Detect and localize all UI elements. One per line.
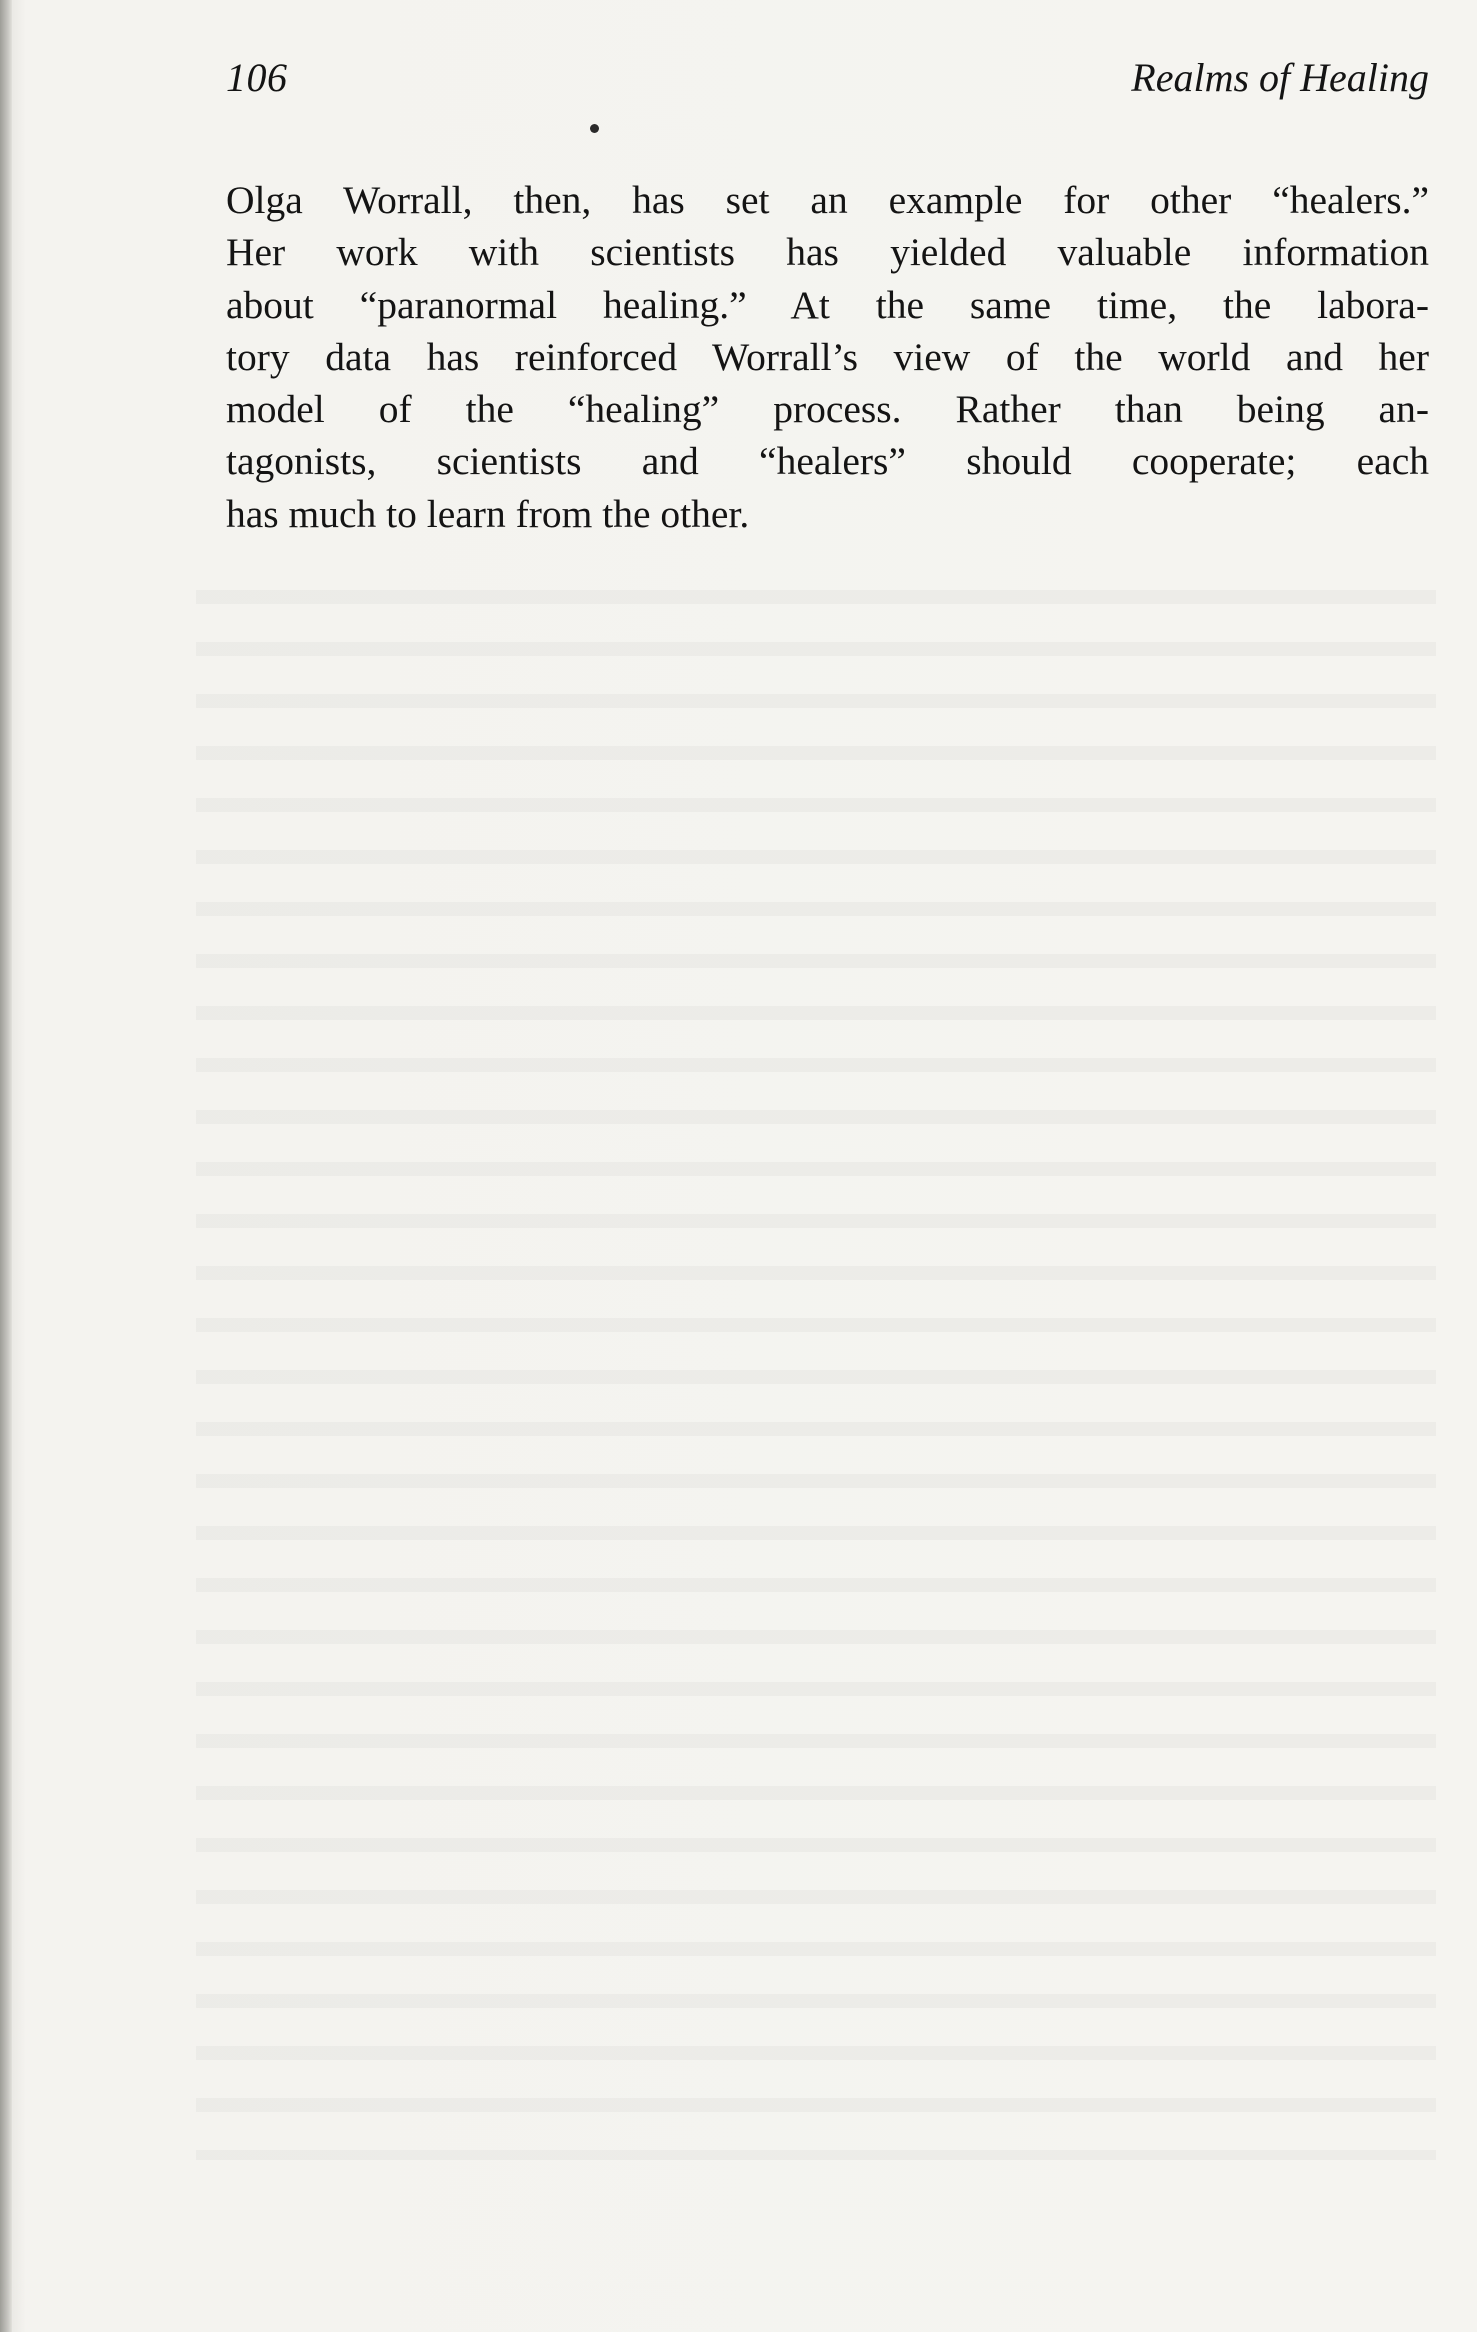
book-spine-shadow: [0, 0, 12, 2332]
paragraph-line: tagonists, scientists and “healers” should cooperate; each: [226, 439, 1429, 484]
running-head-title: Realms of Healing: [1131, 55, 1429, 100]
paragraph-line: Her work with scientists has yielded valuable information: [226, 230, 1429, 275]
paragraph-line: tory data has reinforced Worrall’s view of the world and her: [226, 334, 1429, 379]
paragraph-line: model of the “healing” process. Rather than being an-: [226, 387, 1429, 432]
ink-speck: [590, 124, 599, 133]
paragraph-line: has much to learn from the other.: [226, 491, 750, 536]
page-number: 106: [226, 55, 288, 100]
body-paragraph: [226, 174, 1429, 540]
page-header: [226, 48, 1429, 108]
reverse-side-bleed-through: [196, 560, 1436, 2160]
paragraph-line: about “paranormal healing.” At the same time, the labora-: [226, 282, 1429, 327]
paragraph-line: Olga Worrall, then, has set an example for other “healers.”: [226, 178, 1429, 222]
